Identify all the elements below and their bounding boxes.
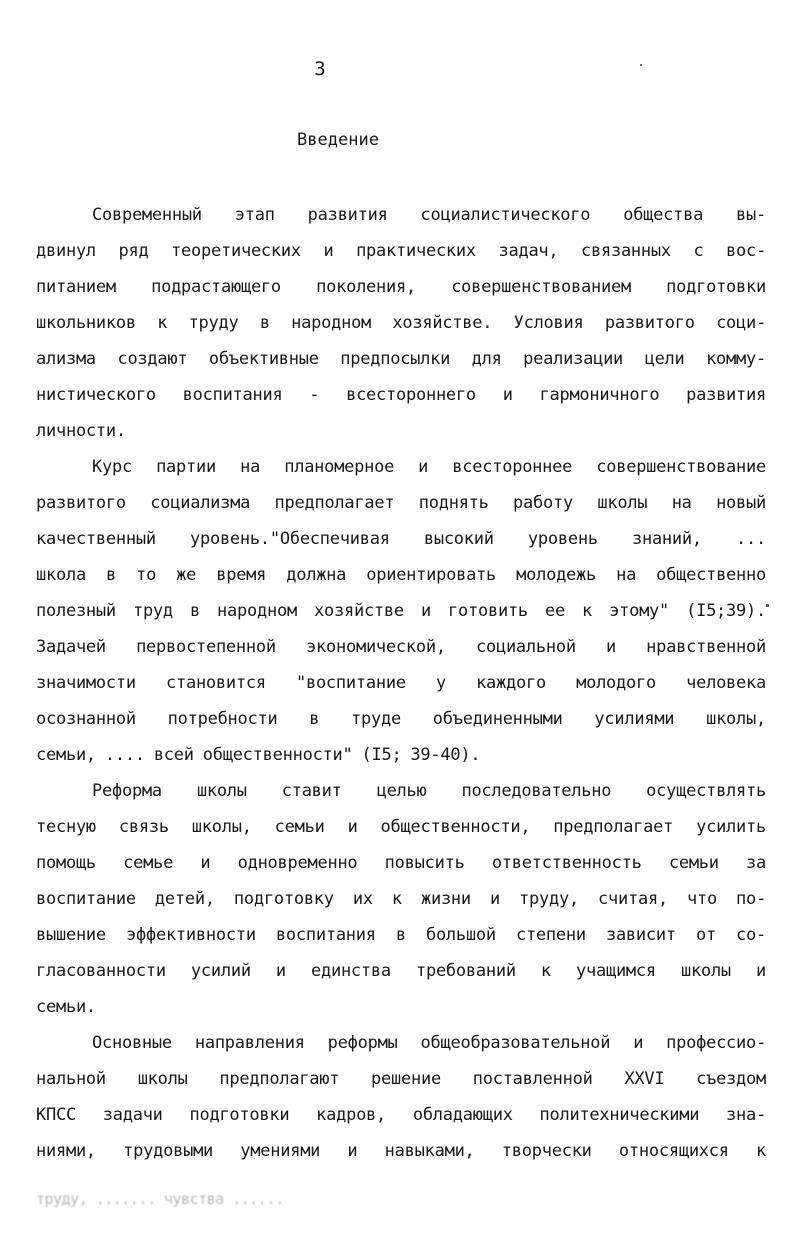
text-line: Реформа школы ставит целью последовательно осуществлять (92, 781, 766, 801)
text-line: воспитание детей, подготовку их к жизни и труду, считая, что по- (36, 889, 766, 909)
text-line: качественный уровень."Обеспечивая высокий уровень знаний, ... (36, 529, 766, 549)
text-line: двинул ряд теоретических и практических задач, связанных с вос- (36, 241, 766, 261)
text-line: семьи. (36, 997, 96, 1017)
text-line: осознанной потребности в труде объединенными усилиями школы, (36, 709, 766, 729)
text-line: ниями, трудовыми умениями и навыками, творчески относящихся к (36, 1141, 766, 1161)
text-line: гласованности усилий и единства требований к учащимся школы и (36, 961, 766, 981)
scan-speck (640, 64, 642, 66)
text-line: семьи, .... всей общественности" (I5; 39-40). (36, 745, 481, 765)
paragraph-4 (36, 1025, 766, 1169)
paragraph-3 (36, 773, 766, 1025)
scan-speck (766, 604, 769, 607)
page-number: 3 (314, 58, 326, 80)
text-line: вышение эффективности воспитания в большой степени зависит от со- (36, 925, 766, 945)
text-line: Основные направления реформы общеобразовательной и профессио- (92, 1033, 766, 1053)
text-line: значимости становится "воспитание у каждого молодого человека (36, 673, 766, 693)
text-line: питанием подрастающего поколения, совершенствованием подготовки (36, 277, 766, 297)
text-line: школьников к труду в народном хозяйстве. Условия развитого соци- (36, 313, 766, 333)
text-line: Курс партии на планомерное и всестороннее совершенствование (92, 457, 766, 477)
text-line: развитого социализма предполагает поднять работу школы на новый (36, 493, 766, 513)
paragraph-1 (36, 197, 766, 449)
text-line: Современный этап развития социалистического общества вы- (92, 205, 766, 225)
body-text (36, 197, 766, 1169)
text-line: нальной школы предполагают решение поставленной XXVI съездом (36, 1069, 766, 1089)
text-line: тесную связь школы, семьи и общественности, предполагает усилить (36, 817, 766, 837)
faded-footer-text: труду, ....... чувства ...... (36, 1190, 284, 1208)
text-line: КПСС задачи подготовки кадров, обладающих политехническими зна- (36, 1105, 766, 1125)
text-line: школа в то же время должна ориентировать молодежь на общественно (36, 565, 766, 585)
section-title: Введение (297, 130, 379, 150)
text-line: нистического воспитания - всестороннего и гармоничного развития (36, 385, 766, 405)
text-line: ализма создают объективные предпосылки для реализации цели комму- (36, 349, 766, 369)
paragraph-2 (36, 449, 766, 773)
text-line: полезный труд в народном хозяйстве и готовить ее к этому" (I5;39). (36, 601, 766, 621)
text-line: личности. (36, 421, 126, 441)
text-line: Задачей первостепенной экономической, социальной и нравственной (36, 637, 766, 657)
text-line: помощь семье и одновременно повысить ответственность семьи за (36, 853, 766, 873)
